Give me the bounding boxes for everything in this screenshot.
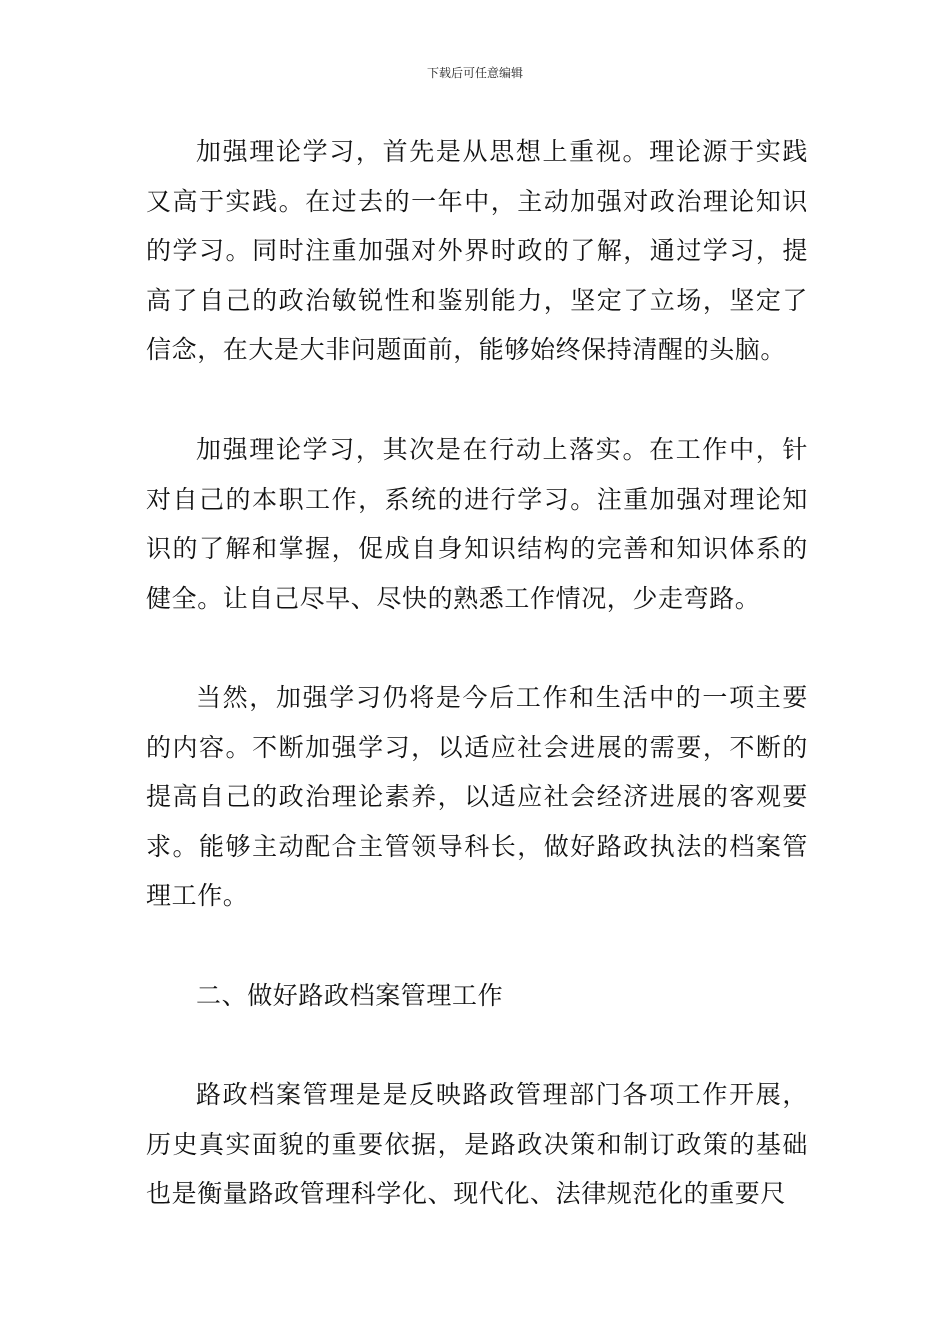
paragraph-1: 加强理论学习，首先是从思想上重视。理论源于实践又高于实践。在过去的一年中，主动加强对政治理论知识的学习。同时注重加强对外界时政的了解，通过学习，提高了自己的政治敏锐性和鉴别能力，坚定了立场，坚定了信念，在大是大非问题面前，能够始终保持清醒的头脑。 — [146, 137, 808, 364]
paragraph-2: 加强理论学习，其次是在行动上落实。在工作中，针对自己的本职工作，系统的进行学习。注重加强对理论知识的了解和掌握，促成自身知识结构的完善和知识体系的健全。让自己尽早、尽快的熟悉工作情况，少走弯路。 — [146, 435, 808, 613]
section-heading: 二、做好路政档案管理工作 — [196, 981, 504, 1010]
paragraph-5: 路政档案管理是是反映路政管理部门各项工作开展，历史真实面貌的重要依据，是路政决策和制订政策的基础也是衡量路政管理科学化、现代化、法律规范化的重要尺 — [146, 1080, 808, 1208]
paragraph-1-block — [146, 127, 808, 375]
page-header: 下载后可任意编辑 — [426, 66, 523, 80]
paragraph-3-block — [146, 673, 808, 921]
paragraph-5-block — [146, 1070, 808, 1219]
paragraph-2-block — [146, 425, 808, 623]
section-heading-block — [146, 971, 808, 1021]
paragraph-3: 当然，加强学习仍将是今后工作和生活中的一项主要的内容。不断加强学习，以适应社会进展的需要，不断的提高自己的政治理论素养，以适应社会经济进展的客观要求。能够主动配合主管领导科长，做好路政执法的档案管理工作。 — [146, 683, 808, 910]
